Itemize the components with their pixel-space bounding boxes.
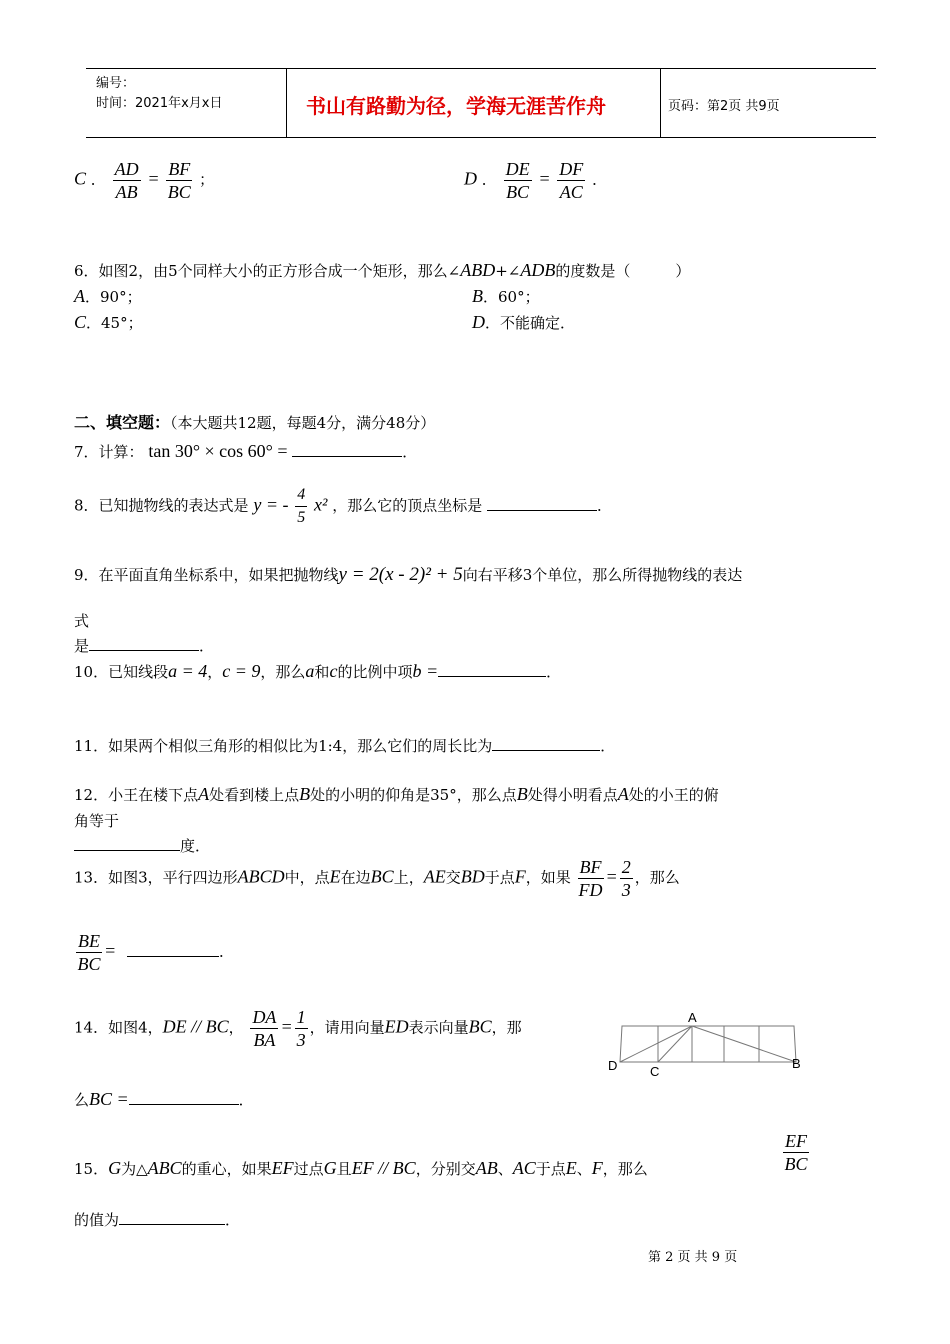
fraction: $\frac{4}{5}$ [297,486,306,526]
answer-blank[interactable] [74,834,180,851]
q6-option-c: C．45°； [74,312,143,332]
q6-option-a: A．90°； [74,286,142,306]
fraction: $\frac{DE}{BC}$ [505,159,530,202]
q6-option-d: D．不能确定． [472,312,576,332]
fraction: $\frac{EF}{BC}$ [784,1131,808,1174]
answer-blank[interactable] [438,660,546,677]
fraction: $\frac{BE}{BC}$ [77,931,101,974]
q12: 12．小王在楼下点A处看到楼上点B处的小明的仰角是35°，那么点B处得小明看点A处的小王的俯 [74,784,719,804]
answer-blank[interactable] [129,1088,239,1105]
q6-stem: 6．如图2，由5个同样大小的正方形合成一个矩形，那么∠ABD+∠ADB的度数是（ ） [74,260,691,280]
answer-blank[interactable] [492,734,600,751]
q15-fraction [781,1130,811,1175]
label-b: B [792,1056,801,1071]
q12-line2: 角等于 [74,812,120,830]
q12-line3: 度． [74,834,210,856]
q5-option-c: C ． $\frac{AD}{AB}$ = $\frac{BF}{BC}$ ； [74,159,215,202]
option-label: C [74,168,87,189]
label-c: C [650,1064,660,1078]
section-title: 二、填空题：（本大题共12题，每题4分，满分48分） [74,413,436,432]
q5-option-d: D ． $\frac{DE}{BC}$ = $\frac{DF}{AC}$ ． [464,159,608,202]
q11: 11．如果两个相似三角形的相似比为1:4，那么它们的周长比为 ． [74,734,615,756]
header-number: 编号： [96,76,136,91]
option-label: D [464,168,477,189]
q13-answer: $\frac{BE}{BC}$ = ． [77,931,234,974]
label-d: D [608,1058,618,1073]
q15-line2: 的值为 ． [74,1208,240,1230]
header-motto: 书山有路勤为径，学海无涯苦作舟 [306,94,606,118]
header-time: 时间：2021年x月x日 [96,96,223,111]
q9-line2: 式 [74,612,90,630]
fraction: $\frac{2}{3}$ [621,857,631,900]
q8: 8．已知抛物线的表达式是 y = - $\frac{4}{5}$ x² ，那么它的顶点坐标是 ． [74,484,612,529]
fraction: $\frac{BF}{FD}$ [578,857,603,900]
fraction: $\frac{1}{3}$ [296,1007,306,1050]
answer-blank[interactable] [119,1208,225,1225]
fraction: $\frac{AD}{AB}$ [114,159,139,202]
header-page: 页码：第2页 共9页 [668,99,780,114]
header-divider [660,69,661,137]
q6-option-b: B．60°； [472,286,540,306]
answer-blank[interactable] [487,494,597,511]
label-a: A [688,1010,697,1025]
q10: 10．已知线段a = 4，c = 9，那么a和c的比例中项b = ． [74,661,562,681]
fraction: $\frac{DF}{AC}$ [559,159,584,202]
q9-line3: 是 ． [74,634,214,656]
q7: 7．计算： tan 30° × cos 60° = ． [74,441,418,461]
fraction: $\frac{BF}{BC}$ [167,159,191,202]
answer-blank[interactable] [127,940,219,957]
q9: 9．在平面直角坐标系中，如果把抛物线y = 2(x - 2)² + 5向右平移3个单位，那么所得抛物线的表达 [74,564,743,585]
page-footer: 第 2 页 共 9 页 [648,1250,738,1265]
q14-line2: 么BC = ． [74,1089,254,1109]
q15: 15．G为△ABC的重心，如果EF过点G且EF // BC，分别交AB、AC于点E、F，那么 [74,1158,648,1178]
fraction: $\frac{DA}{BA}$ [252,1007,277,1050]
answer-blank[interactable] [89,634,199,651]
q13: 13．如图3，平行四边形ABCD中，点E在边BC上，AE交BD于点F，如果 $\frac{BF}{FD}$ = $\frac{2}{3}$ ，那么 [74,857,680,900]
header-divider [286,69,287,137]
figure-4 [604,1006,814,1078]
answer-blank[interactable] [292,440,402,457]
q14: 14．如图4，DE // BC， $\frac{DA}{BA}$ = $\frac{1}{3}$ ，请用向量ED表示向量BC，那 [74,1007,522,1050]
